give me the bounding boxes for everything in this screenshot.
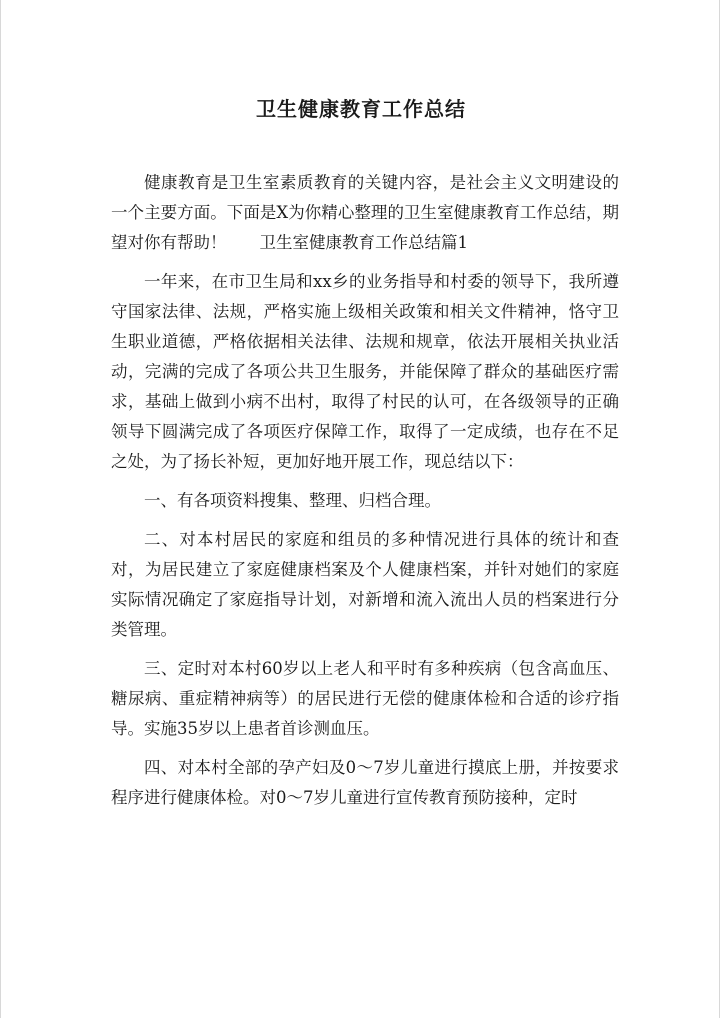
- paragraph-intro: 健康教育是卫生室素质教育的关键内容，是社会主义文明建设的一个主要方面。下面是X为你精心整理的卫生室健康教育工作总结，期望对你有帮助！ 卫生室健康教育工作总结篇1: [111, 173, 619, 252]
- document-title: 卫生健康教育工作总结: [256, 97, 466, 121]
- paragraph-summary: 一年来，在市卫生局和xx乡的业务指导和村委的领导下，我所遵守国家法律、法规，严格实施上级相关政策和相关文件精神，恪守卫生职业道德，严格依据相关法律、法规和规章，依法开展相关执业活动，完满的完成了各项公共卫生服务，并能保障了群众的基础医疗需求，基础上做到小病不出村，取得了村民的认可，在各级领导的正确领导下圆满完成了各项医疗保障工作，取得了一定成绩，也存在不足之处，为了扬长补短，更加好地开展工作，现总结以下：: [111, 272, 619, 471]
- paragraph-item-3: 三、定时对本村60岁以上老人和平时有多种疾病（包含高血压、糖尿病、重症精神病等）的居民进行无偿的健康体检和合适的诊疗指导。实施35岁以上患者首诊测血压。: [111, 659, 619, 738]
- document-body: [111, 168, 619, 822]
- paragraph-item-1: 一、有各项资料搜集、整理、归档合理。: [144, 491, 441, 510]
- paragraph-item-2: 二、对本村居民的家庭和组员的多种情况进行具体的统计和查对，为居民建立了家庭健康档案及个人健康档案，并针对她们的家庭实际情况确定了家庭指导计划，对新增和流入流出人员的档案进行分类管理。: [111, 530, 619, 639]
- paragraph-item-4: 四、对本村全部的孕产妇及0～7岁儿童进行摸底上册，并按要求程序进行健康体检。对0～7岁儿童进行宣传教育预防接种，定时: [111, 758, 619, 807]
